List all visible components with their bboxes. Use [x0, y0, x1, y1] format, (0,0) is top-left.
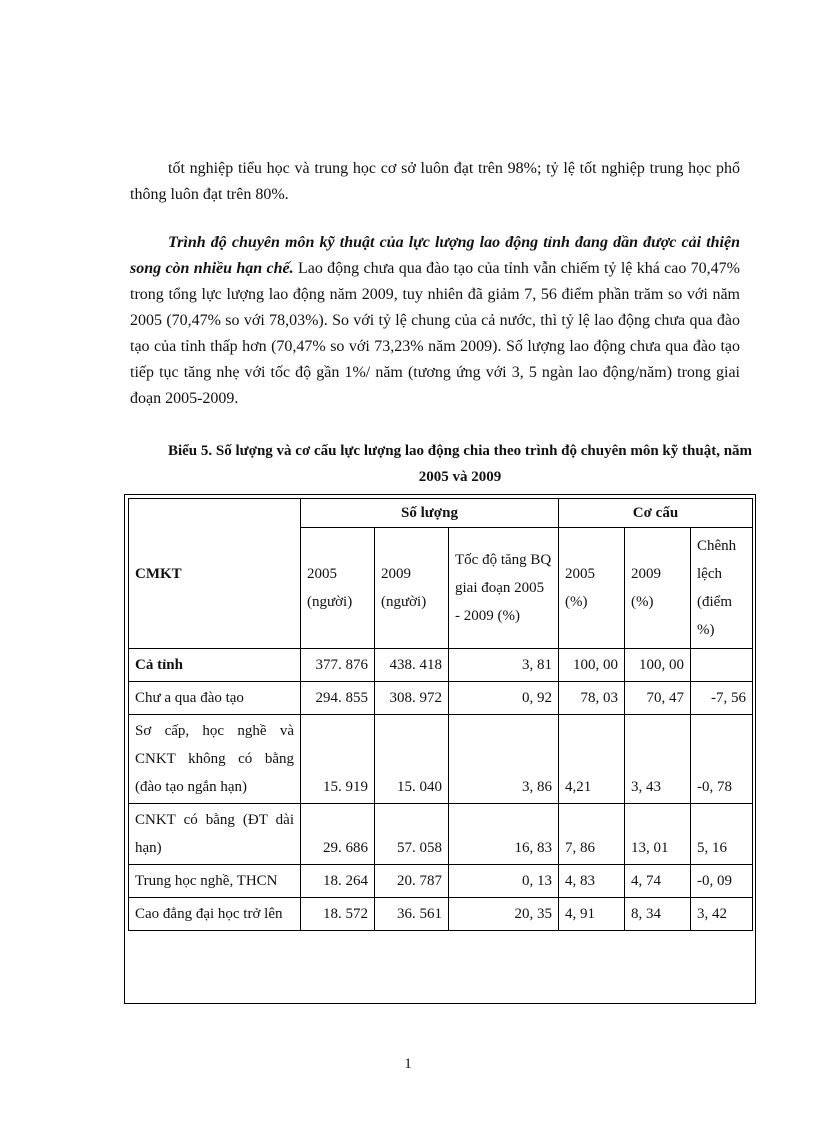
- group-header-quantity: Số lượng: [301, 499, 559, 528]
- paragraph-1-text: tốt nghiệp tiểu học và trung học cơ sở luôn đạt trên 98%; tỷ lệ tốt nghiệp trung học phổ thông luôn đạt trên 80%.: [130, 160, 740, 203]
- paragraph-2-emphasis: Trình độ chuyên môn kỹ thuật của lực lượng lao động tỉnh đang dần được cải thiện song còn nhiều hạn chế.: [130, 234, 740, 277]
- cell: 4,21: [559, 715, 625, 804]
- cell: 8, 34: [625, 898, 691, 931]
- cell: 4, 91: [559, 898, 625, 931]
- table-row: [129, 715, 753, 804]
- table-row: [129, 804, 753, 865]
- row-label: Sơ cấp, học nghề và CNKT không có bằng (đào tạo ngắn hạn): [129, 715, 301, 804]
- cell: 3, 43: [625, 715, 691, 804]
- cell: 0, 13: [449, 865, 559, 898]
- header-row-groups: [129, 499, 753, 528]
- col-header-cmkt: CMKT: [129, 499, 301, 649]
- cell: 100, 00: [625, 649, 691, 682]
- row-label: Chư a qua đào tạo: [129, 682, 301, 715]
- cell: -7, 56: [691, 682, 753, 715]
- cell: 3, 81: [449, 649, 559, 682]
- table-row: [129, 682, 753, 715]
- table-frame: [124, 494, 756, 1004]
- cell: 20. 787: [375, 865, 449, 898]
- labor-table: [128, 498, 753, 931]
- cell: 57. 058: [375, 804, 449, 865]
- sub-header: 2009 (%): [625, 528, 691, 649]
- paragraph-2: [130, 230, 740, 412]
- cell: 3, 86: [449, 715, 559, 804]
- cell: 3, 42: [691, 898, 753, 931]
- sub-header: 2005 (người): [301, 528, 375, 649]
- paragraph-1: [130, 156, 740, 208]
- cell: 15. 919: [301, 715, 375, 804]
- cell: -0, 09: [691, 865, 753, 898]
- cell: 78, 03: [559, 682, 625, 715]
- sub-header: Tốc độ tăng BQ giai đoạn 2005 - 2009 (%): [449, 528, 559, 649]
- cell: 7, 86: [559, 804, 625, 865]
- row-label: Trung học nghề, THCN: [129, 865, 301, 898]
- sub-header: 2009 (người): [375, 528, 449, 649]
- group-header-structure: Cơ cấu: [559, 499, 753, 528]
- table-row: [129, 865, 753, 898]
- cell: 438. 418: [375, 649, 449, 682]
- cell: 18. 572: [301, 898, 375, 931]
- cell: 294. 855: [301, 682, 375, 715]
- paragraph-2-text: Lao động chưa qua đào tạo của tỉnh vẫn chiếm tỷ lệ khá cao 70,47% trong tổng lực lượng lao động năm 2009, tuy nhiên đã giảm 7, 56 điểm phần trăm so với năm 2005 (70,47% so với 78,03%). So với tỷ lệ chung của cả nước, thì tỷ lệ lao động chưa qua đào tạo của tỉnh thấp hơn (70,47% so với 73,23% năm 2009). Số lượng lao động chưa qua đào tạo tiếp tục tăng nhẹ với tốc độ gần 1%/ năm (tương ứng với 3, 5 ngàn lao động/năm) trong giai đoạn 2005-2009.: [130, 260, 741, 407]
- cell: 100, 00: [559, 649, 625, 682]
- cell: 377. 876: [301, 649, 375, 682]
- cell: 16, 83: [449, 804, 559, 865]
- cell: 18. 264: [301, 865, 375, 898]
- row-label: CNKT có bằng (ĐT dài hạn): [129, 804, 301, 865]
- page-number: 1: [404, 1056, 412, 1072]
- cell: 0, 92: [449, 682, 559, 715]
- cell: 15. 040: [375, 715, 449, 804]
- cell: [691, 649, 753, 682]
- sub-header: 2005 (%): [559, 528, 625, 649]
- cell: 29. 686: [301, 804, 375, 865]
- table-row: [129, 649, 753, 682]
- cell: -0, 78: [691, 715, 753, 804]
- cell: 308. 972: [375, 682, 449, 715]
- cell: 5, 16: [691, 804, 753, 865]
- cell: 4, 74: [625, 865, 691, 898]
- table-row: [129, 898, 753, 931]
- cell: 20, 35: [449, 898, 559, 931]
- table-caption: Biểu 5. Số lượng và cơ cấu lực lượng lao động chia theo trình độ chuyên môn kỹ thuật, năm 2005 và 2009: [167, 443, 753, 485]
- row-label: Cả tỉnh: [129, 649, 301, 682]
- cell: 70, 47: [625, 682, 691, 715]
- row-label: Cao đẳng đại học trở lên: [129, 898, 301, 931]
- cell: 4, 83: [559, 865, 625, 898]
- cell: 36. 561: [375, 898, 449, 931]
- sub-header: Chênh lệch (điểm %): [691, 528, 753, 649]
- cell: 13, 01: [625, 804, 691, 865]
